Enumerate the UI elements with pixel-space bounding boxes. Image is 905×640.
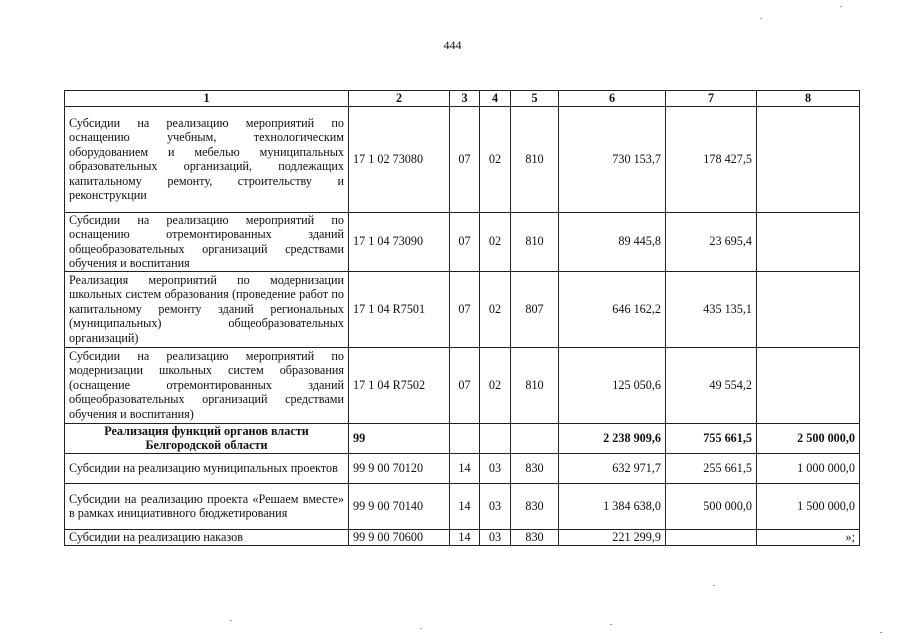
row-value-6: 221 299,9 bbox=[559, 529, 666, 545]
row-code: 17 1 02 73080 bbox=[349, 106, 450, 212]
row-name: Реализация мероприятий по модернизации школьных систем образования (проведение работ по капитальному ремонту зданий региональных (муниципальных) общеобразовательных организаций) bbox=[65, 271, 349, 347]
table-row bbox=[65, 529, 860, 545]
row-subsection: 02 bbox=[480, 347, 511, 423]
row-value-7: 435 135,1 bbox=[666, 271, 757, 347]
row-value-7: 500 000,0 bbox=[666, 483, 757, 529]
row-subsection bbox=[480, 423, 511, 453]
row-name: Субсидии на реализацию мероприятий по оснащению отремонтированных зданий общеобразовательных организаций средствами обучения и воспитания bbox=[65, 212, 349, 271]
column-header-6: 6 bbox=[559, 91, 666, 107]
row-value-8 bbox=[757, 106, 860, 212]
row-section: 14 bbox=[450, 453, 480, 483]
row-value-8: 2 500 000,0 bbox=[757, 423, 860, 453]
row-expense-type: 810 bbox=[511, 106, 559, 212]
row-code: 17 1 04 R7501 bbox=[349, 271, 450, 347]
row-subsection: 02 bbox=[480, 212, 511, 271]
row-value-7 bbox=[666, 529, 757, 545]
row-section: 07 bbox=[450, 212, 480, 271]
table-row bbox=[65, 271, 860, 347]
column-header-4: 4 bbox=[480, 91, 511, 107]
row-value-6: 730 153,7 bbox=[559, 106, 666, 212]
row-value-6: 125 050,6 bbox=[559, 347, 666, 423]
row-value-8 bbox=[757, 271, 860, 347]
row-expense-type: 810 bbox=[511, 212, 559, 271]
row-value-8 bbox=[757, 347, 860, 423]
row-section: 07 bbox=[450, 347, 480, 423]
row-code: 99 9 00 70120 bbox=[349, 453, 450, 483]
column-header-2: 2 bbox=[349, 91, 450, 107]
row-subsection: 02 bbox=[480, 271, 511, 347]
row-expense-type bbox=[511, 423, 559, 453]
row-value-7: 255 661,5 bbox=[666, 453, 757, 483]
row-expense-type: 810 bbox=[511, 347, 559, 423]
column-header-7: 7 bbox=[666, 91, 757, 107]
row-section: 07 bbox=[450, 106, 480, 212]
row-value-6: 2 238 909,6 bbox=[559, 423, 666, 453]
row-section: 14 bbox=[450, 483, 480, 529]
column-header-8: 8 bbox=[757, 91, 860, 107]
row-subsection: 03 bbox=[480, 483, 511, 529]
scan-speck bbox=[760, 18, 762, 19]
row-code: 17 1 04 R7502 bbox=[349, 347, 450, 423]
row-code: 99 9 00 70600 bbox=[349, 529, 450, 545]
row-value-6: 632 971,7 bbox=[559, 453, 666, 483]
scan-speck bbox=[230, 620, 232, 621]
row-expense-type: 830 bbox=[511, 453, 559, 483]
row-section: 14 bbox=[450, 529, 480, 545]
row-code: 17 1 04 73090 bbox=[349, 212, 450, 271]
column-header-3: 3 bbox=[450, 91, 480, 107]
table-row bbox=[65, 453, 860, 483]
row-name: Субсидии на реализацию мероприятий по оснащению учебным, технологическим оборудованием и мебелью муниципальных образовательных организаций, подлежащих капитальному ремонту, строительству и реконструкции bbox=[65, 106, 349, 212]
row-code: 99 9 00 70140 bbox=[349, 483, 450, 529]
column-header-1: 1 bbox=[65, 91, 349, 107]
row-value-7: 49 554,2 bbox=[666, 347, 757, 423]
row-name: Субсидии на реализацию проекта «Решаем вместе» в рамках инициативного бюджетирования bbox=[65, 483, 349, 529]
row-value-7: 178 427,5 bbox=[666, 106, 757, 212]
row-code: 99 bbox=[349, 423, 450, 453]
row-value-6: 646 162,2 bbox=[559, 271, 666, 347]
column-header-5: 5 bbox=[511, 91, 559, 107]
scan-speck bbox=[610, 624, 612, 625]
row-section bbox=[450, 423, 480, 453]
row-expense-type: 807 bbox=[511, 271, 559, 347]
row-section: 07 bbox=[450, 271, 480, 347]
row-name: Субсидии на реализацию муниципальных проектов bbox=[65, 453, 349, 483]
scan-speck bbox=[713, 585, 715, 586]
scan-speck bbox=[880, 632, 882, 633]
row-value-7: 755 661,5 bbox=[666, 423, 757, 453]
scan-speck bbox=[840, 6, 842, 7]
row-expense-type: 830 bbox=[511, 483, 559, 529]
row-value-8: »; bbox=[757, 529, 860, 545]
page-number: 444 bbox=[443, 38, 462, 52]
row-expense-type: 830 bbox=[511, 529, 559, 545]
row-subsection: 02 bbox=[480, 106, 511, 212]
row-name: Субсидии на реализацию мероприятий по модернизации школьных систем образования (оснащение отремонтированных зданий общеобразовательных организаций средствами обучения и воспитания) bbox=[65, 347, 349, 423]
row-subsection: 03 bbox=[480, 453, 511, 483]
column-number-row bbox=[65, 91, 860, 107]
row-value-6: 1 384 638,0 bbox=[559, 483, 666, 529]
row-subsection: 03 bbox=[480, 529, 511, 545]
row-value-8 bbox=[757, 212, 860, 271]
table-row bbox=[65, 483, 860, 529]
row-name: Реализация функций органов власти Белгородской области bbox=[65, 423, 349, 453]
table-row bbox=[65, 347, 860, 423]
row-name: Субсидии на реализацию наказов bbox=[65, 529, 349, 545]
budget-table bbox=[64, 90, 860, 546]
row-value-7: 23 695,4 bbox=[666, 212, 757, 271]
table-row bbox=[65, 106, 860, 212]
table-row bbox=[65, 212, 860, 271]
scan-speck bbox=[420, 628, 422, 629]
table-row-total bbox=[65, 423, 860, 453]
row-value-8: 1 000 000,0 bbox=[757, 453, 860, 483]
row-value-8: 1 500 000,0 bbox=[757, 483, 860, 529]
row-value-6: 89 445,8 bbox=[559, 212, 666, 271]
